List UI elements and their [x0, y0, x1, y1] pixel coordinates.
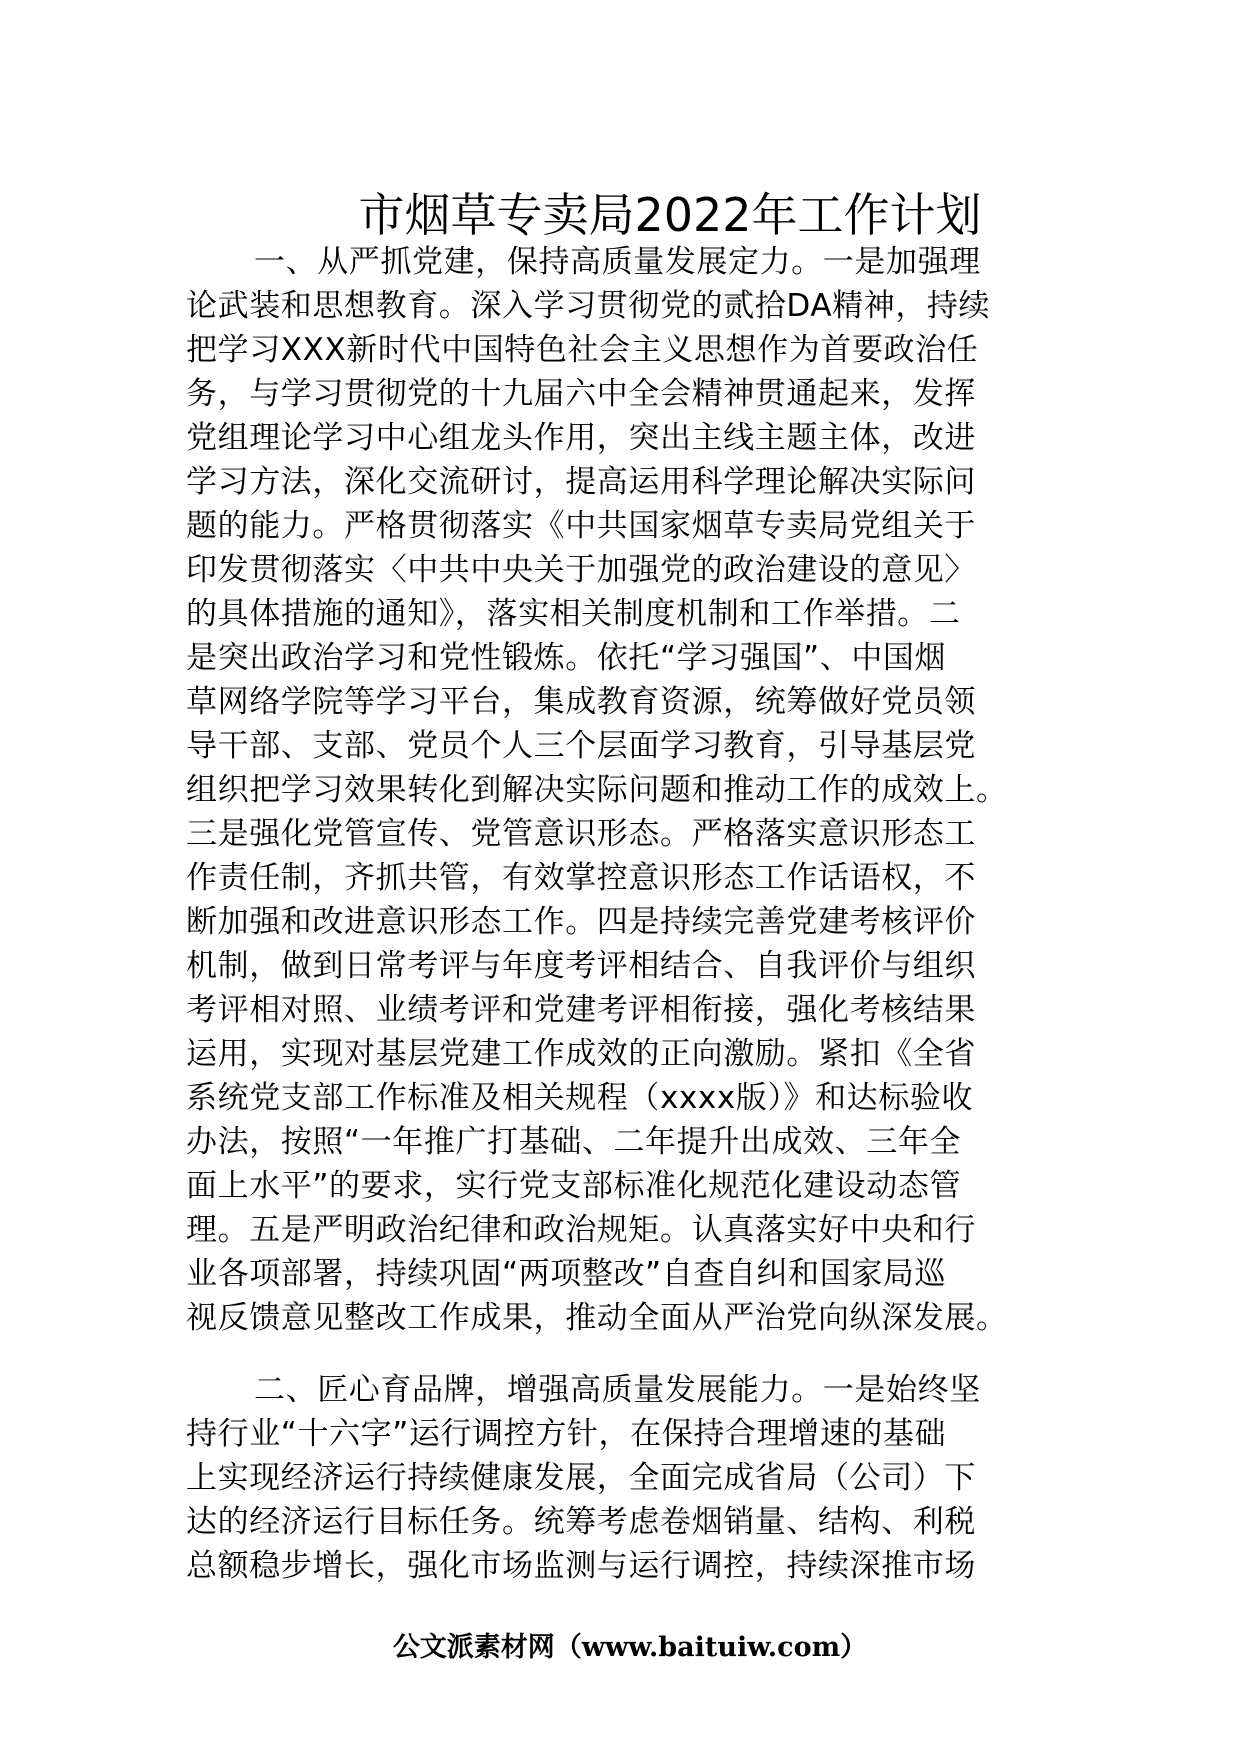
paragraph-line: 是突出政治学习和党性锻炼。依托“学习强国”、中国烟: [186, 640, 947, 676]
paragraph-line: 系统党支部工作标准及相关规程（xxxx版）》和达标验收: [186, 1080, 974, 1116]
page-title: 市烟草专卖局2022年工作计划: [358, 187, 982, 242]
paragraph-line: 草网络学院等学习平台，集成教育资源，统筹做好党员领: [186, 684, 976, 720]
paragraph-line: 党组理论学习中心组龙头作用，突出主线主题主体，改进: [186, 420, 976, 456]
paragraph-line: 上实现经济运行持续健康发展，全面完成省局（公司）下: [186, 1460, 976, 1496]
section-brand-building: [186, 1368, 1066, 1588]
paragraph-line: 运用，实现对基层党建工作成效的正向激励。紧扣《全省: [186, 1036, 976, 1072]
paragraph-line: 务，与学习贯彻党的十九届六中全会精神贯通起来，发挥: [186, 376, 976, 412]
paragraph-line: 持行业“十六字”运行调控方针，在保持合理增速的基础: [186, 1416, 947, 1452]
paragraph-line: 三是强化党管宣传、党管意识形态。严格落实意识形态工: [186, 816, 976, 852]
footer-source-credit: 公文派素材网（www.baituiw.com）: [392, 1632, 868, 1663]
paragraph-line: 业各项部署，持续巩固“两项整改”自查自纠和国家局巡: [186, 1256, 947, 1292]
paragraph-line: 题的能力。严格贯彻落实《中共国家烟草专卖局党组关于: [186, 508, 976, 544]
paragraph-line: 导干部、支部、党员个人三个层面学习教育，引导基层党: [186, 728, 976, 764]
paragraph-line: 考评相对照、业绩考评和党建考评相衔接，强化考核结果: [186, 992, 976, 1028]
paragraph-line: 断加强和改进意识形态工作。四是持续完善党建考核评价: [186, 904, 976, 940]
paragraph-line: 作责任制，齐抓共管，有效掌控意识形态工作话语权，不: [186, 860, 976, 896]
paragraph-line: 的具体措施的通知》，落实相关制度机制和工作举措。二: [186, 596, 961, 632]
section-party-building: [186, 240, 1066, 1340]
paragraph-line: 印发贯彻落实〈中共中央关于加强党的政治建设的意见〉: [186, 552, 976, 588]
paragraph-line: 学习方法，深化交流研讨，提高运用科学理论解决实际问: [186, 464, 976, 500]
paragraph-line: 理。五是严明政治纪律和政治规矩。认真落实好中央和行: [186, 1212, 976, 1248]
paragraph-line: 一、从严抓党建，保持高质量发展定力。一是加强理: [254, 244, 981, 280]
paragraph-line: 总额稳步增长，强化市场监测与运行调控，持续深推市场: [186, 1548, 976, 1584]
paragraph-line: 论武装和思想教育。深入学习贯彻党的贰拾DA精神，持续: [186, 288, 991, 324]
paragraph-line: 机制，做到日常考评与年度考评相结合、自我评价与组织: [186, 948, 976, 984]
paragraph-line: 达的经济运行目标任务。统筹考虑卷烟销量、结构、利税: [186, 1504, 976, 1540]
paragraph-line: 面上水平”的要求，实行党支部标准化规范化建设动态管: [186, 1168, 962, 1204]
paragraph-line: 把学习XXX新时代中国特色社会主义思想作为首要政治任: [186, 332, 979, 368]
paragraph-line: 二、匠心育品牌，增强高质量发展能力。一是始终坚: [254, 1372, 981, 1408]
paragraph-line: 办法，按照“一年推广打基础、二年提升出成效、三年全: [186, 1124, 962, 1160]
paragraph-line: 组织把学习效果转化到解决实际问题和推动工作的成效上。: [186, 772, 1008, 808]
paragraph-line: 视反馈意见整改工作成果，推动全面从严治党向纵深发展。: [186, 1300, 1008, 1336]
